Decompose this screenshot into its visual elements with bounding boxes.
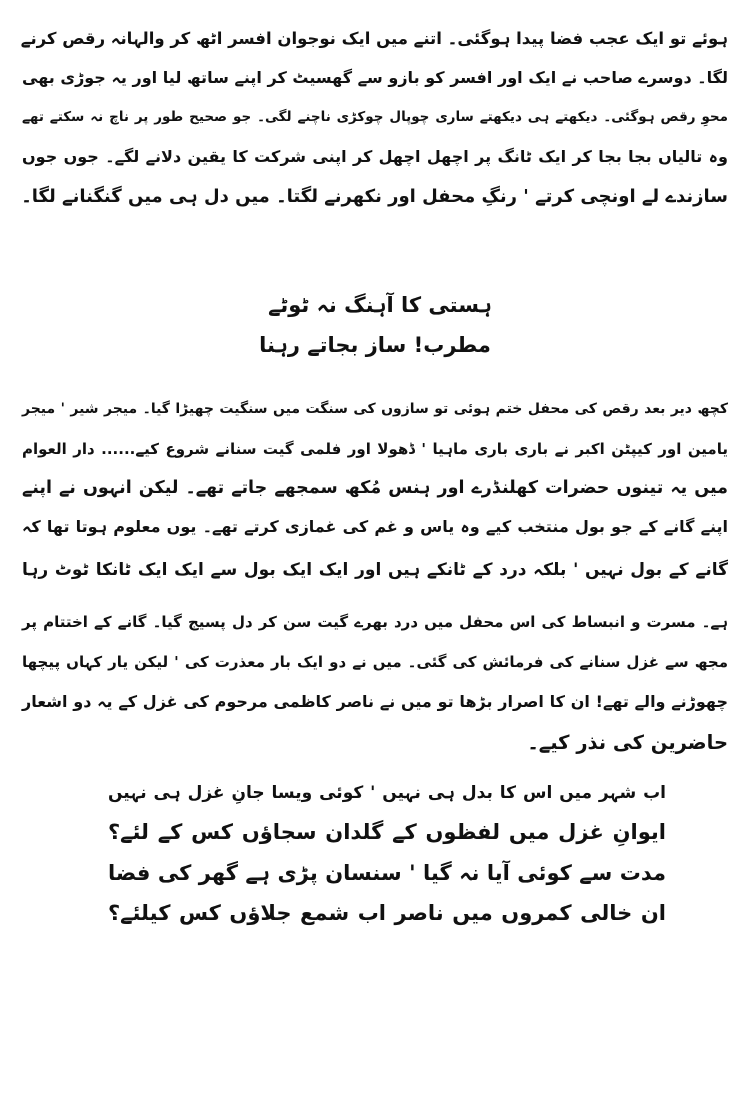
couplet-line-2: ایوانِ غزل میں لفظوں کے گلدان سجاؤں کس کے لئے؟	[108, 820, 666, 844]
couplet-line-4: ان خالی کمروں میں ناصر اب شمع جلاؤں کس کیلئے؟	[108, 901, 666, 925]
paragraph-2-line-3: میں یہ تینوں حضرات کھلنڈرے اور ہنس مُکھ سمجھے جاتے تھے۔ لیکن انہوں نے اپنے	[22, 478, 728, 498]
paragraph-2-line-9: حاضرین کی نذر کیے۔	[527, 731, 728, 754]
paragraph-1-line-2: لگا۔ دوسرے صاحب نے ایک اور افسر کو بازو سے گھسیٹ کر اپنے ساتھ لیا اور یہ جوڑی بھی	[22, 68, 728, 87]
paragraph-1-line-4: وہ تالیاں بجا بجا کر ایک ٹانگ پر اچھل اچھل کر اپنی شرکت کا یقین دلانے لگے۔ جوں جوں	[22, 147, 728, 166]
verse-line-2: مطرب! ساز بجاتے رہنا	[259, 333, 491, 357]
paragraph-1-line-1: ہوئے تو ایک عجب فضا پیدا ہوگئی۔ اتنے میں ایک نوجوان افسر اٹھ کر والہانہ رقص کرنے	[20, 29, 728, 48]
paragraph-2-line-5: گانے کے بول نہیں ' بلکہ درد کے ٹانکے ہیں اور ایک ایک بول سے ایک ایک ٹانکا ٹوٹ رہا	[22, 560, 728, 580]
paragraph-2-line-4: اپنے گانے کے جو بول منتخب کیے وہ یاس و غم کی غمازی کرتے تھے۔ یوں معلوم ہوتا تھا کہ	[22, 517, 729, 536]
paragraph-2-line-7: مجھ سے غزل سنانے کی فرمائش کی گئی۔ میں نے دو ایک بار معذرت کی ' لیکن یار کہاں پیچھا	[22, 653, 728, 671]
paragraph-2-line-2: یامین اور کیپٹن اکبر نے باری باری ماہیا ' ڈھولا اور فلمی گیت سنانے شروع کیے...... دار العوام	[22, 440, 728, 458]
paragraph-2-line-1: کچھ دیر بعد رقص کی محفل ختم ہوئی تو سازوں کی سنگت میں سنگیت چھیڑا گیا۔ میجر شیر ' میجر	[22, 401, 728, 417]
paragraph-2-line-6: ہے۔ مسرت و انبساط کی اس محفل میں درد بھرے گیت سن کر دل پسیج گیا۔ گانے کے اختتام پر	[22, 613, 728, 631]
couplet-line-1: اب شہر میں اس کا بدل ہی نہیں ' کوئی ویسا جانِ غزل ہی نہیں	[108, 783, 666, 803]
paragraph-1-line-3: محوِ رقص ہوگئی۔ دیکھتے ہی دیکھتے ساری چوپال چوکڑی ناچنے لگی۔ جو صحیح طور پر ناچ نہ سکتے تھے	[22, 109, 728, 125]
verse-line-1: ہستی کا آہنگ نہ ٹوٹے	[268, 293, 492, 317]
couplet-line-3: مدت سے کوئی آیا نہ گیا ' سنسان پڑی ہے گھر کی فضا	[108, 861, 666, 885]
paragraph-1-line-5: سازندے لے اونچی کرتے ' رنگِ محفل اور نکھرنے لگتا۔ میں دل ہی میں گنگنانے لگا۔	[21, 186, 728, 207]
paragraph-2-line-8: چھوڑنے والے تھے! ان کا اصرار بڑھا تو میں نے ناصر کاظمی مرحوم کی غزل کے یہ دو اشعار	[22, 692, 728, 711]
